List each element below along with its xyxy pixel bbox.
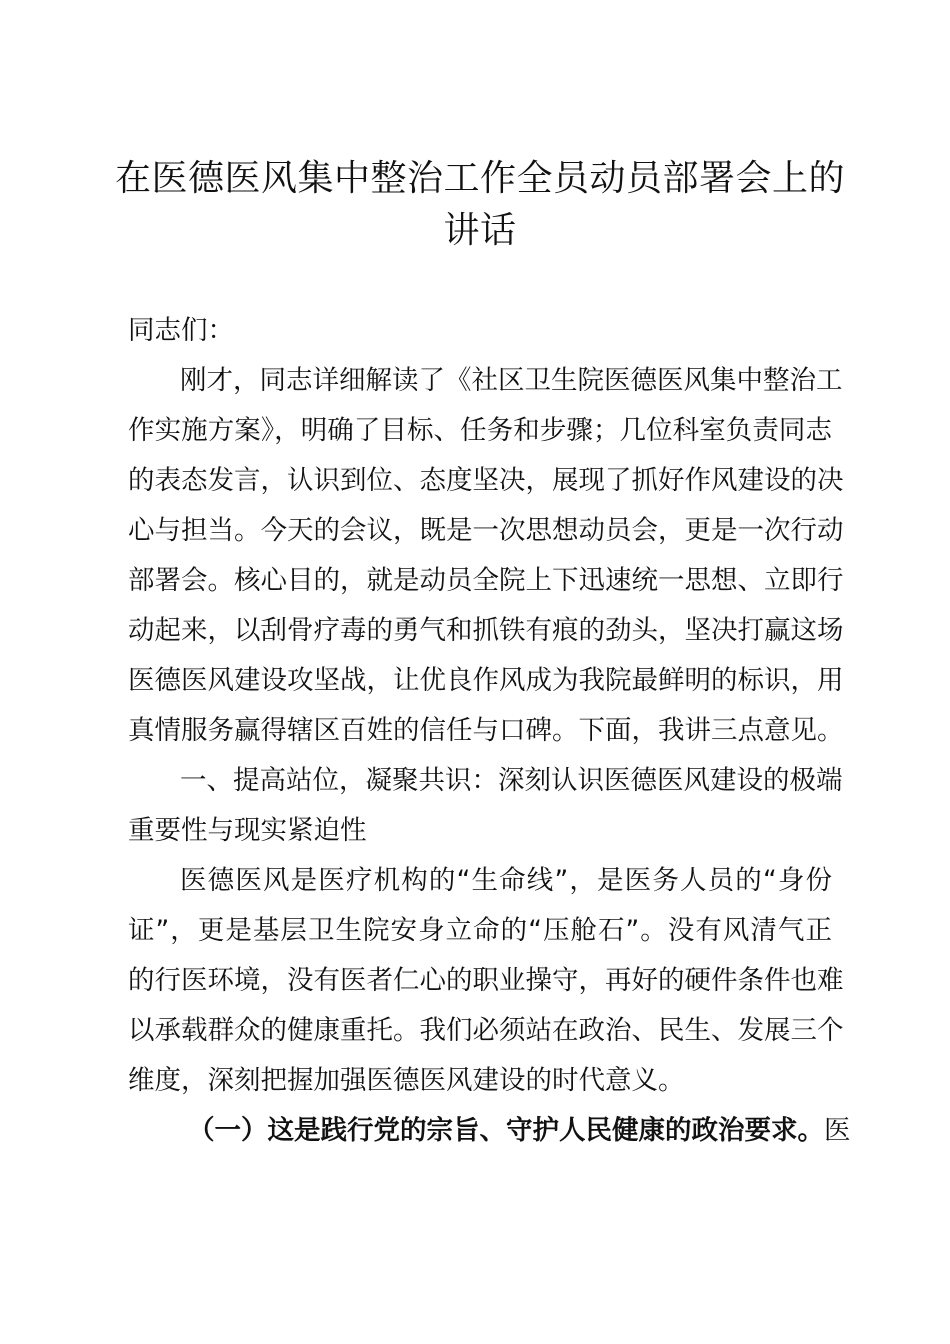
document-title xyxy=(100,153,860,257)
paragraph-line: 刚才，同志详细解读了《社区卫生院医德医风集中整治工 xyxy=(180,365,843,396)
document-body xyxy=(128,306,851,1156)
subheading-trailing-text: 医 xyxy=(824,1115,851,1146)
paragraph-line: 医德医风建设攻坚战，让优良作风成为我院最鲜明的标识，用 xyxy=(128,665,844,696)
heading-line: 重要性与现实紧迫性 xyxy=(128,815,367,846)
paragraph-line: 维度，深刻把握加强医德医风建设的时代意义。 xyxy=(128,1065,685,1096)
paragraph-line: 的表态发言，认识到位、态度坚决，展现了抓好作风建设的决 xyxy=(128,465,844,496)
paragraph-importance xyxy=(128,856,844,1106)
paragraph-line: 证”，更是基层卫生院安身立命的“压舱石”。没有风清气正 xyxy=(128,915,832,946)
paragraph-line: 动起来，以刮骨疗毒的勇气和抓铁有痕的劲头，坚决打赢这场 xyxy=(128,615,844,646)
paragraph-line: 部署会。核心目的，就是动员全院上下迅速统一思想、立即行 xyxy=(128,565,844,596)
salutation: 同志们： xyxy=(128,315,234,346)
paragraph-line: 医德医风是医疗机构的“生命线”，是医务人员的“身份 xyxy=(180,865,832,896)
paragraph-line: 作实施方案》，明确了目标、任务和步骤；几位科室负责同志 xyxy=(128,415,832,446)
paragraph-intro xyxy=(128,356,844,756)
subheading-1 xyxy=(128,1106,851,1156)
title-line-2: 讲话 xyxy=(443,210,517,251)
subheading-bold-text: （一）这是践行党的宗旨、守护人民健康的政治要求。 xyxy=(188,1115,824,1146)
paragraph-line: 真情服务赢得辖区百姓的信任与口碑。下面，我讲三点意见。 xyxy=(128,715,844,746)
section-heading-1 xyxy=(128,756,843,856)
paragraph-line: 心与担当。今天的会议，既是一次思想动员会，更是一次行动 xyxy=(128,515,844,546)
paragraph-line: 以承载群众的健康重托。我们必须站在政治、民生、发展三个 xyxy=(128,1015,844,1046)
heading-line: 一、提高站位，凝聚共识：深刻认识医德医风建设的极端 xyxy=(180,765,843,796)
paragraph-line: 的行医环境，没有医者仁心的职业操守，再好的硬件条件也难 xyxy=(128,965,844,996)
title-line-1: 在医德医风集中整治工作全员动员部署会上的 xyxy=(114,158,845,199)
